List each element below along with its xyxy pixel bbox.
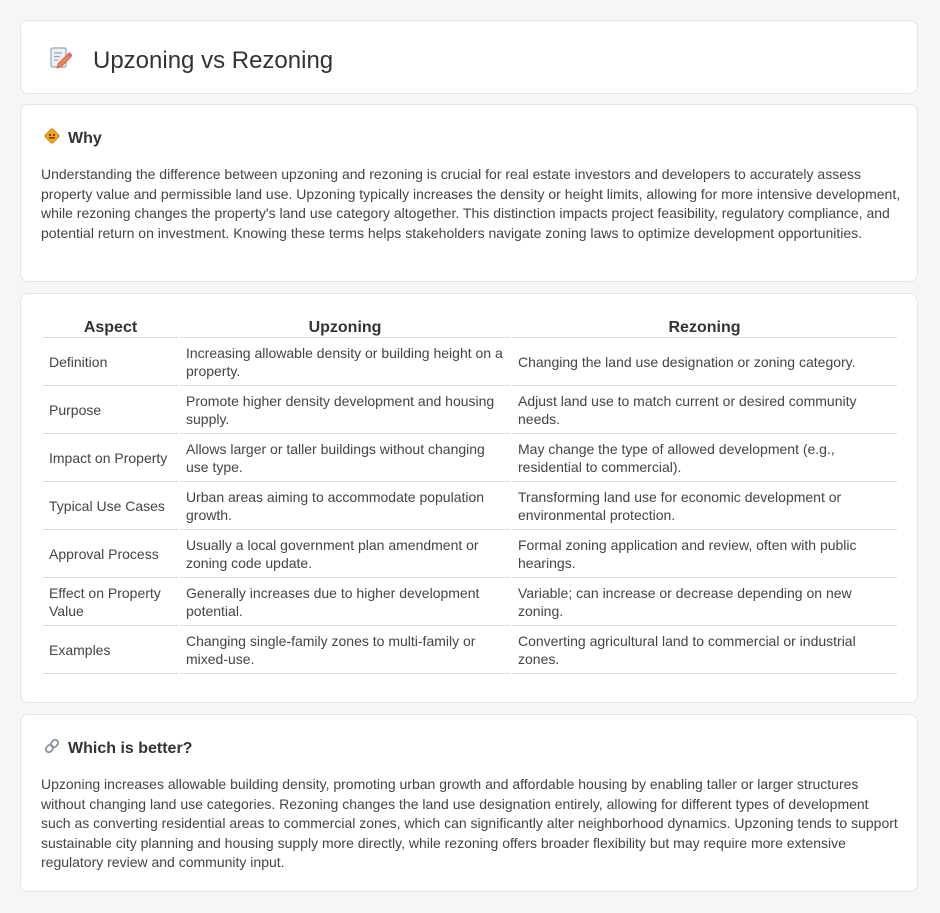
table-row bbox=[43, 626, 897, 674]
column-header-upzoning: Upzoning bbox=[180, 316, 510, 338]
rezoning-cell: Variable; can increase or decrease depending on new zoning. bbox=[512, 578, 897, 626]
why-section bbox=[20, 104, 918, 282]
table-row bbox=[43, 386, 897, 434]
aspect-cell: Effect on Property Value bbox=[43, 578, 178, 626]
upzoning-cell: Promote higher density development and housing supply. bbox=[180, 386, 510, 434]
table-row bbox=[43, 578, 897, 626]
why-body: Understanding the difference between upzoning and rezoning is crucial for real estate investors and developers to accurately assess property value and permissible land use. Upzoning typically increases the density or height limits, allowing for more intensive development, while rezoning changes the property's land use category altogether. This distinction impacts project feasibility, regulatory compliance, and potential return on investment. Knowing these terms helps stakeholders navigate zoning laws to optimize development opportunities. bbox=[41, 166, 901, 241]
table-header-row bbox=[43, 316, 897, 338]
upzoning-cell: Generally increases due to higher development potential. bbox=[180, 578, 510, 626]
header-card bbox=[20, 20, 918, 94]
rezoning-cell: Transforming land use for economic development or environmental protection. bbox=[512, 482, 897, 530]
aspect-cell: Approval Process bbox=[43, 530, 178, 578]
rezoning-cell: Changing the land use designation or zoning category. bbox=[512, 338, 897, 386]
rezoning-cell: Adjust land use to match current or desired community needs. bbox=[512, 386, 897, 434]
rezoning-cell: Converting agricultural land to commercial or industrial zones. bbox=[512, 626, 897, 674]
comparison-table-card bbox=[20, 293, 918, 703]
aspect-cell: Typical Use Cases bbox=[43, 482, 178, 530]
document-pencil-icon bbox=[47, 45, 73, 76]
page-title: Upzoning vs Rezoning bbox=[93, 46, 334, 74]
comparison-table bbox=[41, 316, 899, 674]
upzoning-cell: Urban areas aiming to accommodate population growth. bbox=[180, 482, 510, 530]
upzoning-cell: Usually a local government plan amendment or zoning code update. bbox=[180, 530, 510, 578]
table-row bbox=[43, 482, 897, 530]
aspect-cell: Impact on Property bbox=[43, 434, 178, 482]
which-is-better-heading: Which is better? bbox=[68, 739, 193, 757]
which-is-better-body: Upzoning increases allowable building density, promoting urban growth and affordable housing by enabling taller or larger structures without changing land use categories. Rezoning changes the land use designation entirely, allowing for different types of development such as converting residential areas to commercial zones, which can significantly alter neighborhood dynamics. Upzoning tends to support sustainable city planning and housing supply more directly, while rezoning offers broader flexibility but may require more extensive regulatory review and community input. bbox=[41, 776, 898, 870]
upzoning-cell: Increasing allowable density or building height on a property. bbox=[180, 338, 510, 386]
upzoning-cell: Changing single-family zones to multi-family or mixed-use. bbox=[180, 626, 510, 674]
table-row bbox=[43, 434, 897, 482]
diamond-sign-icon bbox=[43, 127, 61, 150]
why-heading: Why bbox=[68, 129, 102, 147]
rezoning-cell: Formal zoning application and review, often with public hearings. bbox=[512, 530, 897, 578]
table-row bbox=[43, 338, 897, 386]
rezoning-cell: May change the type of allowed development (e.g., residential to commercial). bbox=[512, 434, 897, 482]
aspect-cell: Definition bbox=[43, 338, 178, 386]
aspect-cell: Purpose bbox=[43, 386, 178, 434]
which-is-better-section bbox=[20, 714, 918, 892]
table-row bbox=[43, 530, 897, 578]
column-header-aspect: Aspect bbox=[43, 316, 178, 338]
aspect-cell: Examples bbox=[43, 626, 178, 674]
column-header-rezoning: Rezoning bbox=[512, 316, 897, 338]
upzoning-cell: Allows larger or taller buildings without changing use type. bbox=[180, 434, 510, 482]
link-icon bbox=[43, 737, 61, 760]
